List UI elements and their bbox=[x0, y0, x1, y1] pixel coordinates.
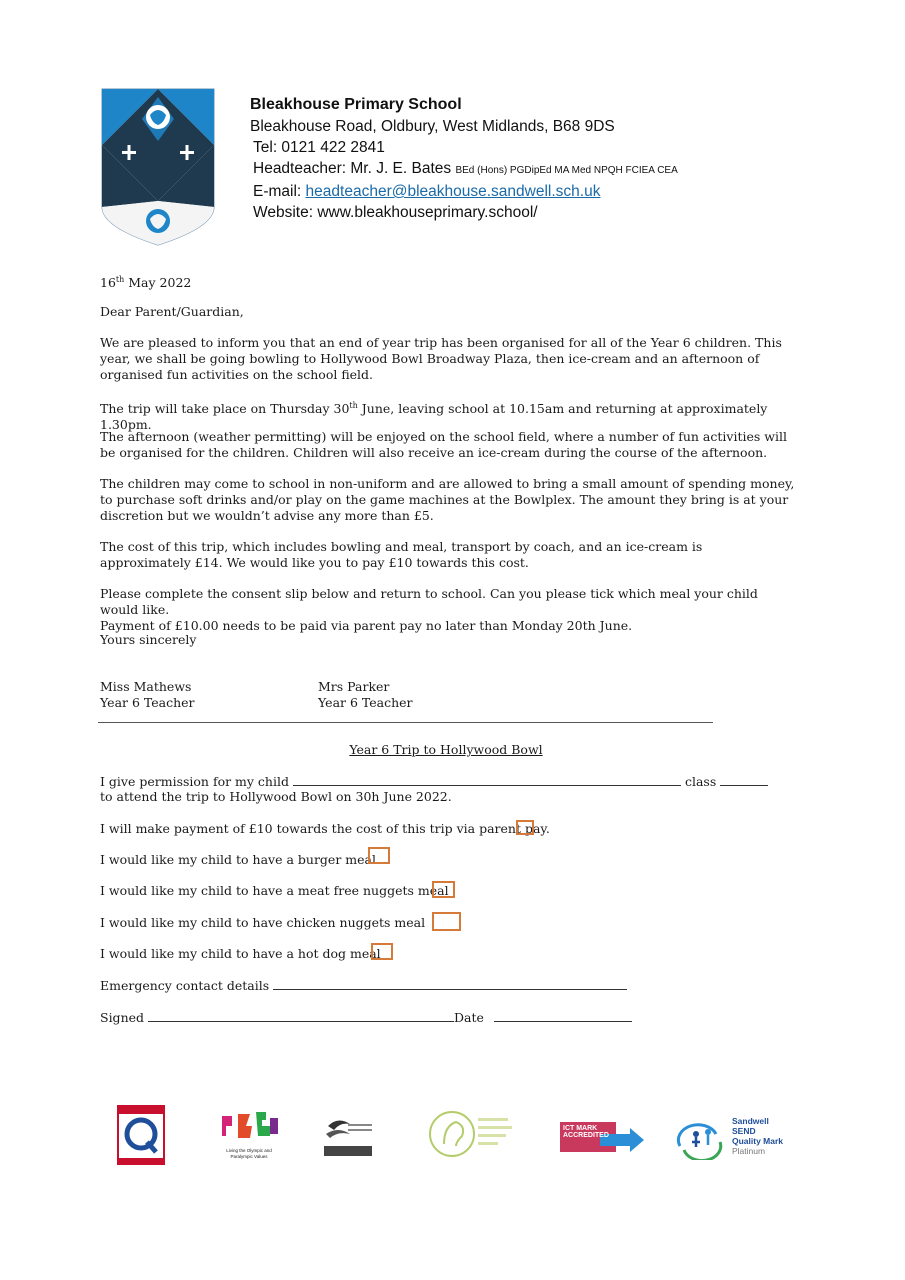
olympic-values-icon bbox=[218, 1110, 280, 1144]
signatory-2 bbox=[318, 679, 518, 711]
date-field[interactable] bbox=[494, 1009, 632, 1022]
burger-meal-checkbox[interactable] bbox=[368, 847, 390, 864]
primary-science-quality-mark-logo bbox=[322, 1116, 374, 1158]
meat-free-nuggets-checkbox[interactable] bbox=[432, 881, 455, 898]
date-label: Date bbox=[454, 1010, 484, 1025]
signatory-1-name: Miss Mathews bbox=[100, 679, 192, 694]
signatory-2-role: Year 6 Teacher bbox=[318, 695, 413, 710]
signatory-2-name: Mrs Parker bbox=[318, 679, 390, 694]
letter-closing: Yours sincerely bbox=[100, 632, 197, 647]
email-line bbox=[250, 181, 678, 202]
signed-label: Signed bbox=[100, 1010, 145, 1025]
send-quality-mark-icon bbox=[676, 1120, 724, 1160]
olympic-values-caption: Living the Olympic and Paralympic Values bbox=[226, 1148, 272, 1159]
headteacher-qualifications: BEd (Hons) PGDipEd MA Med NPQH FCIEA CEA bbox=[455, 165, 678, 176]
website-line: Website: www.bleakhouseprimary.school/ bbox=[253, 204, 538, 221]
letter-paragraph-3: The afternoon (weather permitting) will be enjoyed on the school field, where a number of fun activities will be organised for the children. Children will also receive an ice-cream during the course of the afternoon. bbox=[100, 429, 787, 460]
class-field[interactable] bbox=[720, 773, 768, 786]
signature-field[interactable] bbox=[148, 1009, 454, 1022]
olympic-values-logo bbox=[218, 1110, 280, 1162]
emergency-contact-line bbox=[100, 977, 800, 994]
ict-mark-accredited-logo bbox=[560, 1120, 644, 1156]
letter-paragraph-1: We are pleased to inform you that an end of year trip has been organised for all of the Year 6 children. This year, we shall be going bowling to Hollywood Bowl Broadway Plaza, then ice-cream and an afternoon of organised fun activities on the school field. bbox=[100, 335, 782, 382]
emergency-contact-label: Emergency contact details bbox=[100, 978, 270, 993]
healthy-schools-logo bbox=[428, 1108, 516, 1160]
hot-dog-meal-checkbox[interactable] bbox=[371, 943, 393, 960]
letter-paragraph-4: The children may come to school in non-uniform and are allowed to bring a small amount of spending money, to purchase soft drinks and/or play on the game machines at the Bowlplex. The amount they bring is at your discretion but we wouldn’t advise any more than £5. bbox=[100, 476, 795, 523]
meat-free-nuggets-label: I would like my child to have a meat free nuggets meal bbox=[100, 883, 449, 898]
school-header bbox=[250, 94, 678, 223]
school-crest-logo bbox=[100, 87, 216, 247]
send-quality-mark-text: Sandwell SEND Quality Mark Platinum bbox=[732, 1116, 784, 1156]
payment-option-label: I will make payment of £10 towards the cost of this trip via parent pay. bbox=[100, 821, 550, 836]
permission-line bbox=[100, 773, 820, 790]
slip-title: Year 6 Trip to Hollywood Bowl bbox=[349, 742, 543, 757]
email-link[interactable]: headteacher@bleakhouse.sandwell.sch.uk bbox=[305, 183, 601, 200]
school-name: Bleakhouse Primary School bbox=[250, 96, 462, 113]
chicken-nuggets-checkbox[interactable] bbox=[432, 912, 461, 931]
email-label: E-mail: bbox=[253, 183, 302, 200]
ict-mark-text: ICT MARK ACCREDITED bbox=[563, 1125, 609, 1139]
chicken-nuggets-label: I would like my child to have chicken nuggets meal bbox=[100, 915, 426, 930]
permission-line-2: to attend the trip to Hollywood Bowl on 30h June 2022. bbox=[100, 789, 452, 804]
letter-date: 16th May 2022 bbox=[100, 275, 192, 291]
child-name-field[interactable] bbox=[293, 773, 681, 786]
letter-paragraph-6: Please complete the consent slip below and return to school. Can you please tick which meal your child would like. Payment of £10.00 needs to be paid via parent pay no later than Monday 20th June. bbox=[100, 586, 758, 633]
sandwell-send-quality-mark-logo bbox=[676, 1114, 796, 1162]
hot-dog-meal-label: I would like my child to have a hot dog meal bbox=[100, 946, 381, 961]
burger-meal-label: I would like my child to have a burger meal bbox=[100, 852, 376, 867]
emergency-contact-field[interactable] bbox=[273, 977, 627, 990]
cut-line-divider bbox=[98, 722, 713, 723]
class-label: class bbox=[684, 774, 717, 789]
headteacher-name: Headteacher: Mr. J. E. Bates bbox=[253, 160, 452, 177]
signatory-1 bbox=[100, 679, 300, 711]
letter-paragraph-2: The trip will take place on Thursday 30th June, leaving school at 10.15am and returning at approximately 1.30pm. bbox=[100, 401, 768, 433]
letter-paragraph-5: The cost of this trip, which includes bowling and meal, transport by coach, and an ice-cream is approximately £14. We would like you to pay £10 towards this cost. bbox=[100, 539, 703, 570]
letter-greeting: Dear Parent/Guardian, bbox=[100, 304, 244, 319]
school-address: Bleakhouse Road, Oldbury, West Midlands, B68 9DS bbox=[250, 118, 615, 135]
signature-line bbox=[100, 1009, 800, 1026]
headteacher-line bbox=[250, 158, 678, 181]
payment-checkbox[interactable] bbox=[516, 820, 534, 835]
signatory-1-role: Year 6 Teacher bbox=[100, 695, 195, 710]
school-tel: Tel: 0121 422 2841 bbox=[253, 139, 385, 156]
quality-mark-logo bbox=[116, 1104, 166, 1168]
permission-label: I give permission for my child bbox=[100, 774, 289, 789]
